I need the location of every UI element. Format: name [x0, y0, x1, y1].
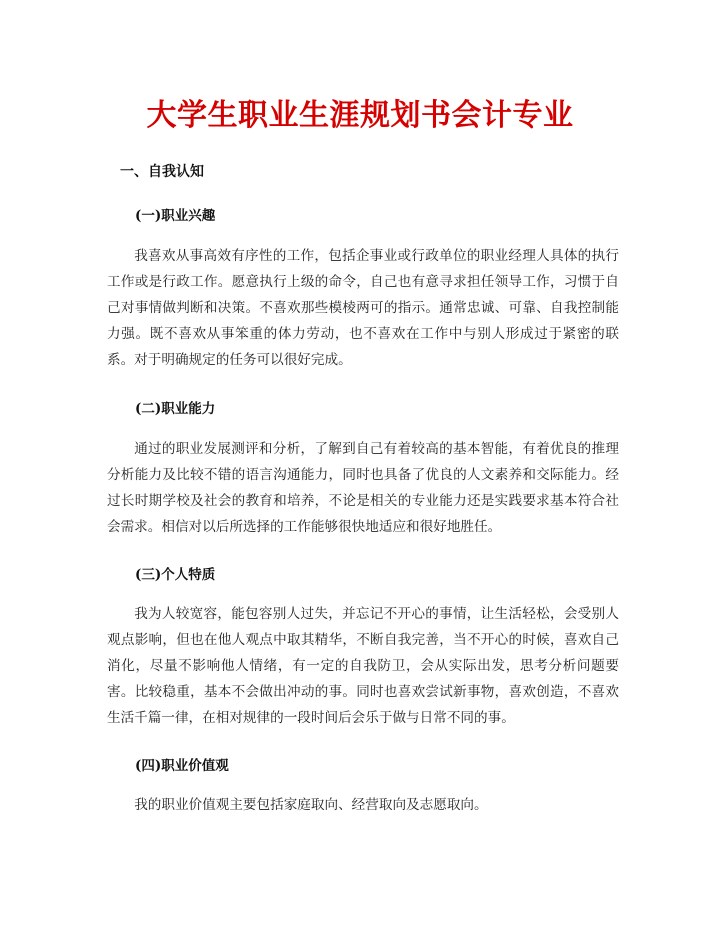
paragraph-traits: 我为人较宽容，能包容别人过失，并忘记不开心的事情，让生活轻松，会受别人观点影响，但也在他人观点中取其精华，不断自我完善，当不开心的时候，喜欢自己消化，尽量不影响他人情绪，有一定的自我防卫，会从实际出发，思考分析问题要害。比较稳重，基本不会做出冲动的事。同时也喜欢尝试新事物，喜欢创造，不喜欢生活千篇一律，在相对规律的一段时间后会乐于做与日常不同的事。: [107, 606, 619, 726]
section-heading-self-awareness: 一、自我认知: [120, 164, 204, 180]
subsection-heading-interest: (一)职业兴趣: [135, 208, 216, 224]
paragraph-interest: 我喜欢从事高效有序性的工作，包括企事业或行政单位的职业经理人具体的执行工作或是行政工作。愿意执行上级的命令，自己也有意寻求担任领导工作，习惯于自己对事情做判断和决策。不喜欢那些模棱两可的指示。通常忠诚、可靠、自我控制能力强。既不喜欢从事笨重的体力劳动，也不喜欢在工作中与别人形成过于紧密的联系。对于明确规定的任务可以很好完成。: [107, 248, 619, 368]
subsection-heading-values: (四)职业价值观: [135, 758, 229, 774]
paragraph-values: 我的职业价值观主要包括家庭取向、经营取向及志愿取向。: [134, 797, 488, 813]
document-title: 大学生职业生涯规划书会计专业: [146, 98, 574, 133]
subsection-heading-traits: (三)个人特质: [135, 567, 216, 583]
subsection-heading-ability: (二)职业能力: [135, 401, 216, 417]
paragraph-ability: 通过的职业发展测评和分析，了解到自己有着较高的基本智能，有着优良的推理分析能力及比较不错的语言沟通能力，同时也具备了优良的人文素养和交际能力。经过长时期学校及社会的教育和培养，不论是相关的专业能力还是实践要求基本符合社会需求。相信对以后所选择的工作能够很快地适应和很好地胜任。: [107, 441, 619, 535]
